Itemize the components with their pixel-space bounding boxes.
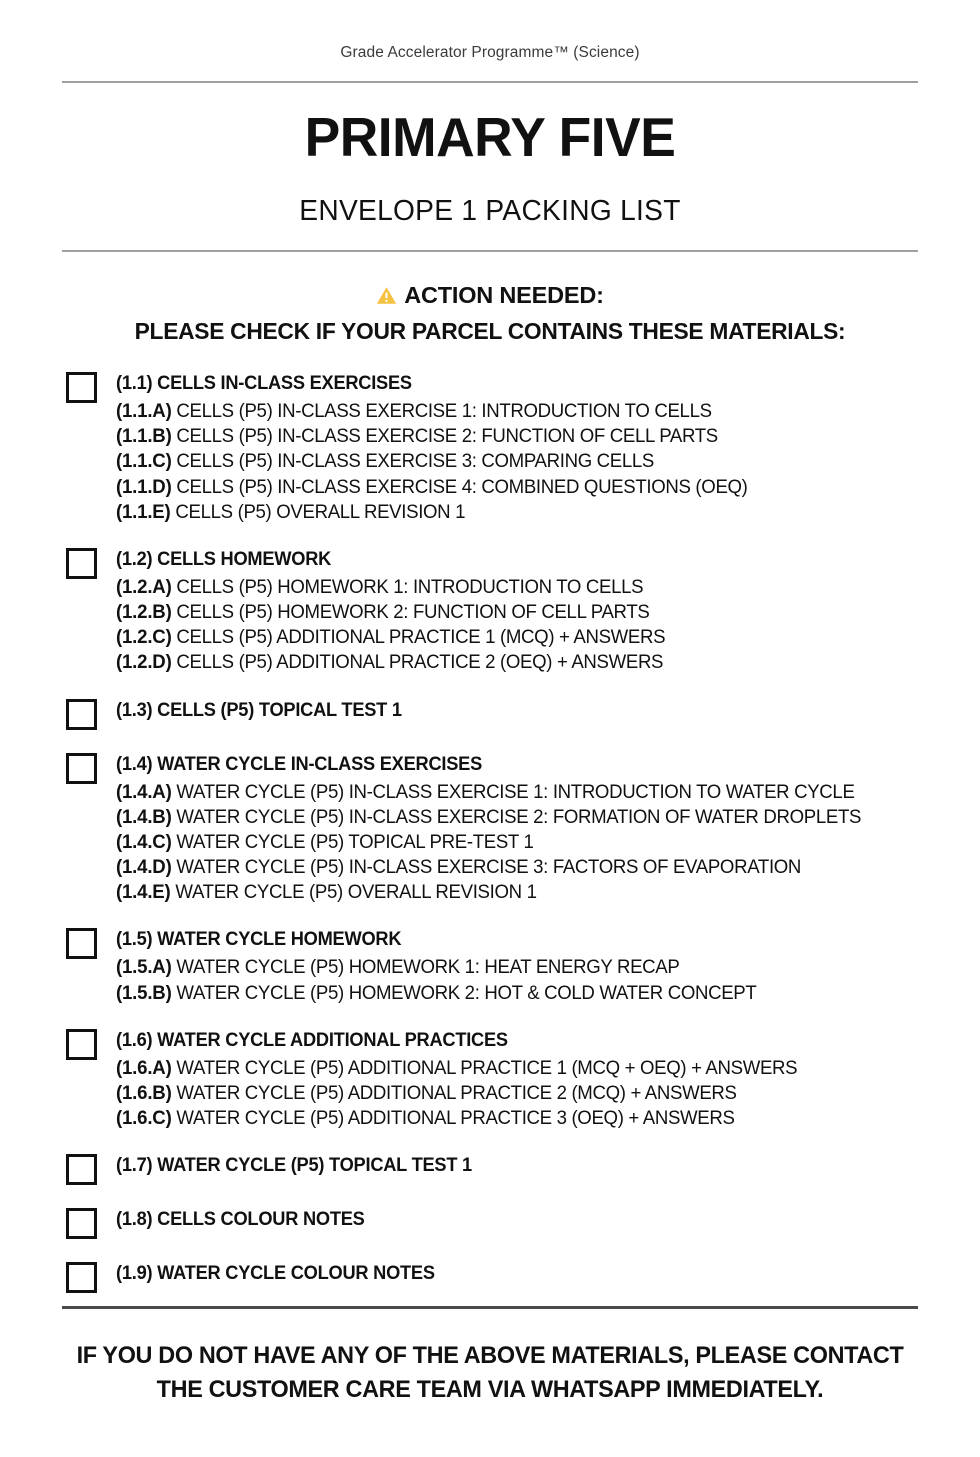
materials-checklist: [62, 371, 918, 1293]
checklist-group-body: [116, 1261, 918, 1293]
action-needed-label: ACTION NEEDED:: [404, 282, 604, 309]
checklist-group-body: [116, 752, 918, 906]
checklist-item-text: CELLS (P5) HOMEWORK 1: INTRODUCTION TO CELLS: [176, 575, 644, 598]
checklist-item: [116, 424, 882, 449]
checklist-item-text: WATER CYCLE (P5) ADDITIONAL PRACTICE 1 (MCQ + OEQ) + ANSWERS: [176, 1056, 798, 1079]
checklist-item-label: (1.1.E): [116, 500, 171, 523]
checklist-group-body: [116, 927, 918, 1005]
checklist-item: [116, 475, 882, 500]
checklist-group: [62, 698, 918, 730]
checklist-item-text: WATER CYCLE (P5) IN-CLASS EXERCISE 3: FACTORS OF EVAPORATION: [176, 856, 802, 879]
footer-notice: IF YOU DO NOT HAVE ANY OF THE ABOVE MATERIALS, PLEASE CONTACT THE CUSTOMER CARE TEAM VIA WHATSAPP IMMEDIATELY.: [76, 1341, 904, 1403]
warning-triangle-icon: [376, 285, 397, 306]
checklist-group-heading: (1.5) WATER CYCLE HOMEWORK: [116, 929, 402, 951]
checklist-group: [62, 927, 918, 1005]
checklist-item-label: (1.1.A): [116, 400, 172, 423]
checklist-item: [116, 855, 882, 880]
checklist-item-text: WATER CYCLE (P5) ADDITIONAL PRACTICE 3 (OEQ) + ANSWERS: [176, 1107, 735, 1130]
checklist-item-text: CELLS (P5) ADDITIONAL PRACTICE 1 (MCQ) + ANSWERS: [176, 626, 666, 649]
checklist-item-label: (1.4.E): [116, 881, 171, 904]
checklist-group-body: [116, 1153, 918, 1185]
checklist-item: [116, 399, 882, 424]
title-block: [62, 83, 918, 250]
checkbox[interactable]: [66, 753, 97, 784]
checklist-group-heading: (1.1) CELLS IN-CLASS EXERCISES: [116, 373, 412, 395]
checklist-item: [116, 449, 882, 474]
checklist-item-text: CELLS (P5) IN-CLASS EXERCISE 1: INTRODUCTION TO CELLS: [176, 400, 712, 423]
checklist-group-heading: (1.9) WATER CYCLE COLOUR NOTES: [116, 1263, 435, 1285]
checklist-item: [116, 955, 882, 980]
checklist-group: [62, 1028, 918, 1132]
checklist-item-text: WATER CYCLE (P5) OVERALL REVISION 1: [175, 881, 537, 904]
checklist-group-heading: (1.3) CELLS (P5) TOPICAL TEST 1: [116, 699, 402, 721]
checkbox[interactable]: [66, 372, 97, 403]
checkbox[interactable]: [66, 1208, 97, 1239]
checklist-item-label: (1.4.D): [116, 856, 172, 879]
page-title: PRIMARY FIVE: [304, 106, 676, 168]
checklist-item-text: CELLS (P5) IN-CLASS EXERCISE 2: FUNCTION OF CELL PARTS: [176, 425, 718, 448]
checkbox[interactable]: [66, 1029, 97, 1060]
checklist-item-text: WATER CYCLE (P5) IN-CLASS EXERCISE 1: INTRODUCTION TO WATER CYCLE: [176, 780, 855, 803]
checklist-group: [62, 1261, 918, 1293]
checklist-item-text: WATER CYCLE (P5) HOMEWORK 1: HEAT ENERGY RECAP: [176, 956, 680, 979]
checklist-group-body: [116, 1207, 918, 1239]
page-subtitle: ENVELOPE 1 PACKING LIST: [299, 195, 681, 228]
checklist-item-text: WATER CYCLE (P5) TOPICAL PRE-TEST 1: [176, 830, 534, 853]
checkbox[interactable]: [66, 699, 97, 730]
checklist-item-label: (1.4.A): [116, 780, 172, 803]
checklist-group-heading: (1.4) WATER CYCLE IN-CLASS EXERCISES: [116, 753, 483, 775]
brand-header: Grade Accelerator Programme™ (Science): [340, 44, 640, 61]
checklist-item: [116, 830, 882, 855]
checklist-item-text: CELLS (P5) IN-CLASS EXERCISE 4: COMBINED QUESTIONS (OEQ): [176, 475, 748, 498]
checklist-item-label: (1.6.A): [116, 1056, 172, 1079]
checklist-group: [62, 1207, 918, 1239]
checklist-item-label: (1.2.C): [116, 626, 172, 649]
checklist-item-label: (1.1.C): [116, 450, 172, 473]
checklist-item-label: (1.6.B): [116, 1081, 172, 1104]
checklist-item-text: WATER CYCLE (P5) HOMEWORK 2: HOT & COLD WATER CONCEPT: [176, 981, 757, 1004]
checklist-item: [116, 805, 882, 830]
checklist-item: [116, 625, 882, 650]
checklist-group: [62, 547, 918, 676]
checklist-group-heading: (1.2) CELLS HOMEWORK: [116, 548, 332, 570]
checklist-item: [116, 1106, 882, 1131]
checklist-item: [116, 650, 882, 675]
check-parcel-instruction: PLEASE CHECK IF YOUR PARCEL CONTAINS THESE MATERIALS:: [134, 318, 846, 345]
action-needed-notice: [62, 252, 918, 359]
footer: [62, 1306, 918, 1407]
checklist-item: [116, 575, 882, 600]
checklist-item: [116, 880, 882, 905]
checklist-item-text: CELLS (P5) IN-CLASS EXERCISE 3: COMPARING CELLS: [176, 450, 655, 473]
checklist-item-text: CELLS (P5) HOMEWORK 2: FUNCTION OF CELL PARTS: [176, 601, 650, 624]
checklist-item-text: CELLS (P5) OVERALL REVISION 1: [175, 500, 466, 523]
checklist-item: [116, 1081, 882, 1106]
checklist-group-heading: (1.6) WATER CYCLE ADDITIONAL PRACTICES: [116, 1029, 508, 1051]
checkbox[interactable]: [66, 1154, 97, 1185]
checklist-item-label: (1.1.B): [116, 425, 172, 448]
checkbox[interactable]: [66, 548, 97, 579]
checklist-item-label: (1.4.B): [116, 805, 172, 828]
checklist-item: [116, 1056, 882, 1081]
checklist-group-heading: (1.7) WATER CYCLE (P5) TOPICAL TEST 1: [116, 1155, 472, 1177]
checklist-item-label: (1.2.A): [116, 575, 172, 598]
checklist-item: [116, 500, 882, 525]
checklist-item-label: (1.1.D): [116, 475, 172, 498]
checklist-item-label: (1.6.C): [116, 1107, 172, 1130]
checklist-group-body: [116, 698, 918, 730]
checklist-item-label: (1.4.C): [116, 830, 172, 853]
checklist-item: [116, 981, 882, 1006]
checklist-group: [62, 1153, 918, 1185]
checklist-item-text: WATER CYCLE (P5) IN-CLASS EXERCISE 2: FORMATION OF WATER DROPLETS: [176, 805, 862, 828]
checklist-group-body: [116, 371, 918, 525]
checkbox[interactable]: [66, 1262, 97, 1293]
checklist-item-label: (1.2.B): [116, 601, 172, 624]
checklist-item-label: (1.5.B): [116, 981, 172, 1004]
checklist-group-heading: (1.8) CELLS COLOUR NOTES: [116, 1209, 365, 1231]
checklist-item-text: CELLS (P5) ADDITIONAL PRACTICE 2 (OEQ) + ANSWERS: [176, 651, 664, 674]
checklist-group-body: [116, 1028, 918, 1132]
checkbox[interactable]: [66, 928, 97, 959]
checklist-group: [62, 752, 918, 906]
checklist-group-body: [116, 547, 918, 676]
checklist-item: [116, 600, 882, 625]
checklist-item: [116, 780, 882, 805]
checklist-item-text: WATER CYCLE (P5) ADDITIONAL PRACTICE 2 (MCQ) + ANSWERS: [176, 1081, 737, 1104]
checklist-item-label: (1.5.A): [116, 956, 172, 979]
action-needed-heading: [62, 282, 918, 309]
checklist-group: [62, 371, 918, 525]
checklist-item-label: (1.2.D): [116, 651, 172, 674]
